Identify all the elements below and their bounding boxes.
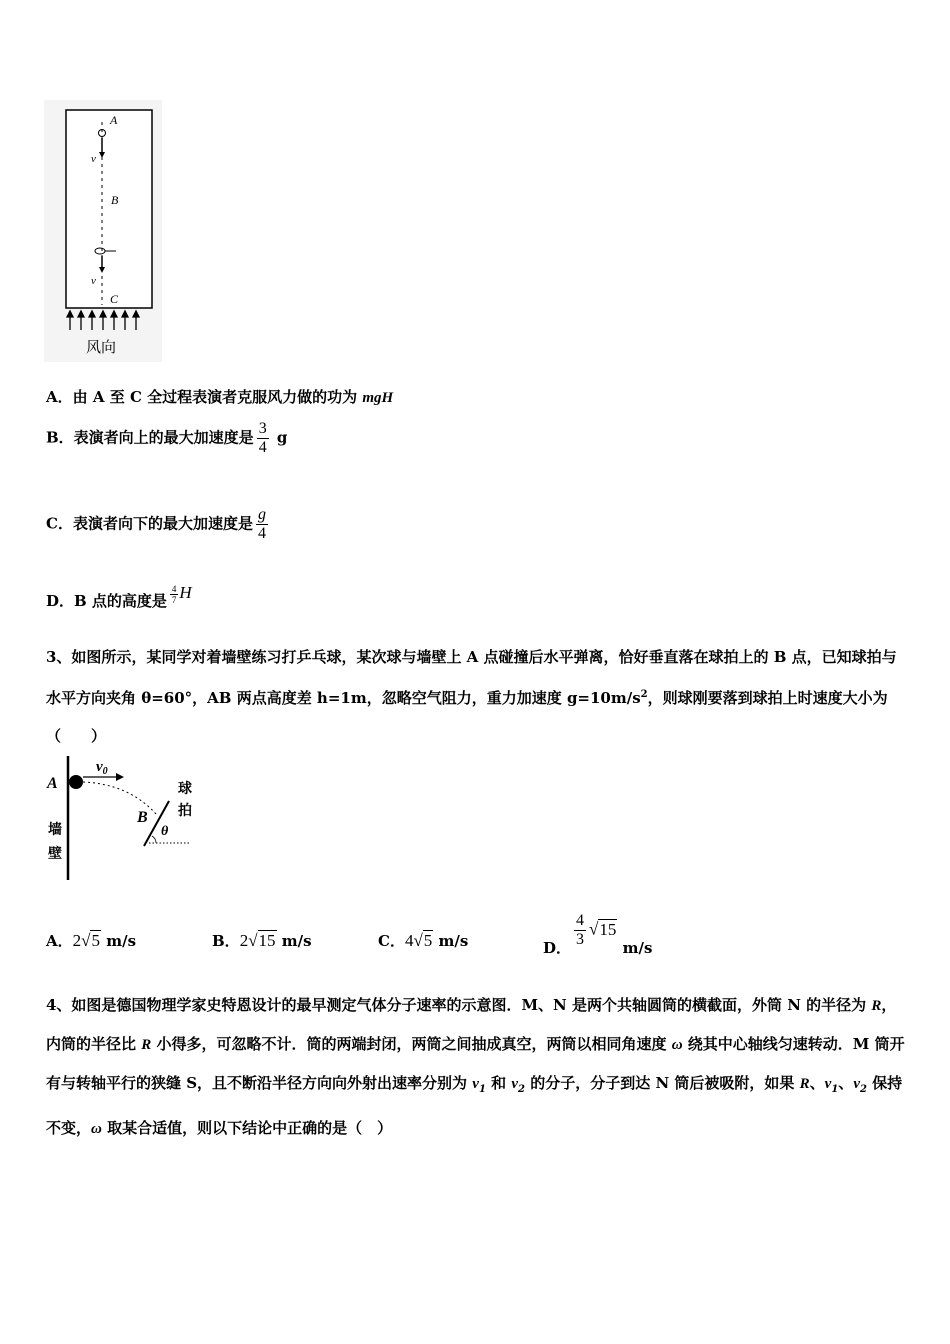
q4-var-v1-sub: 1 [478,1084,486,1095]
q4-var-omega-1: ω [671,1037,683,1053]
q3-option-c-unit: m/s [438,932,469,950]
q4-stem [46,986,908,1148]
q3-option-d-sqrt: √15 [589,919,617,939]
q2-option-d-fraction [170,584,179,605]
fig2-label-racket-2: 拍 [178,803,192,819]
fig2-label-theta: θ [161,824,169,839]
q4-var-r-3: R [799,1076,810,1092]
q4-var-v1-b: v [824,1076,832,1092]
q2-option-a [46,386,393,407]
q4-text-8: 、 [838,1074,854,1092]
fig1-caption: 风向 [86,338,117,356]
q4-text-10: 取某合适值，则以下结论中正确的是（ ） [101,1119,393,1137]
q3-option-d-den: 3 [576,931,585,948]
q2-option-b [46,420,287,457]
fig2-label-b: B [137,809,148,826]
q2-option-d-text: D．B 点的高度是 [46,592,167,610]
fig1-label-v-upper: v [91,153,96,165]
q2-option-b-num: 3 [258,420,267,437]
q3-option-a-unit: m/s [106,932,137,950]
q3-option-c-expr: 4√5 [404,931,433,950]
q2-option-c-text: C．表演者向下的最大加速度是 [46,514,253,533]
q3-stem-part1: 3、如图所示，某同学对着墙壁练习打乒乓球，某次球与墙壁上 A 点碰撞后水平弹离，恰好垂直落在球拍上的 B 点，已知球拍与水平方向夹角 θ=60°，AB 两点高度差 h=1m，忽略空气阻力，重力加速度 g=10m/s [46,648,897,707]
q3-option-d-num: 4 [576,912,585,929]
q4-text-1: 4、如图是德国物理学家史特恩设计的最早测定气体分子速率的示意图．M、N 是两个共轴圆筒的横截面，外筒 N 的半径为 [46,996,872,1014]
q2-option-b-fraction [257,420,269,457]
q4-var-r-2: R [141,1037,152,1053]
q3-stem [46,638,908,755]
q2-option-d [46,583,192,613]
q3-option-a-expr: 2√5 [72,931,100,950]
q3-option-d [543,912,653,957]
q3-option-b-label: B． [212,932,240,950]
q3-option-d-fraction [574,912,586,949]
q3-option-a-label: A． [46,932,73,950]
q3-option-c [378,930,468,951]
q4-text-7: 、 [809,1074,825,1092]
q4-var-v2-b-sub: 2 [859,1084,867,1095]
fig2-label-v-sub: 0 [102,766,108,777]
q4-var-r-1: R [871,998,882,1014]
fig1-label-b: B [111,193,119,207]
fig2-label-wall-2: 壁 [48,846,62,862]
q3-option-b-expr: 2√15 [239,931,276,950]
q2-option-b-text: B．表演者向上的最大加速度是 [46,428,254,447]
q2-option-d-num: 4 [171,583,177,594]
fig1-label-a: A [110,113,118,127]
fig2-label-v0 [96,759,108,777]
q4-text-3: 小得多，可忽略不计．筒的两端封闭，两筒之间抽成真空，两筒以相同角速度 [151,1035,672,1053]
q3-option-a [46,930,136,951]
fig2-label-racket-1: 球 [178,781,192,797]
q3-option-c-rad: 5 [423,931,433,950]
q3-option-c-coef: 4 [404,931,414,950]
fig1-label-c: C [110,292,119,306]
q3-option-b [212,930,312,951]
q3-option-b-unit: m/s [281,932,312,950]
q3-stem-sup: 2 [640,689,648,700]
q4-var-omega-2: ω [91,1121,102,1137]
q2-option-b-den: 4 [258,439,267,456]
q4-var-v1-b-sub: 1 [831,1084,839,1095]
q2-option-c [46,506,271,543]
q2-option-d-den: 7 [171,594,177,605]
q4-var-v2: v [511,1076,519,1092]
q4-text-5: 和 [485,1074,512,1092]
q2-option-d-suffix: H [179,583,192,602]
q2-option-a-text: A．由 A 至 C 全过程表演者克服风力做的功为 [46,388,363,406]
q4-text-9: 保持不变， [46,1074,903,1137]
q3-option-d-unit: m/s [622,938,653,957]
fig1-label-v-lower: v [91,275,96,287]
q2-option-a-value: mgH [362,390,394,406]
q4-var-v1: v [472,1076,479,1092]
q3-option-b-rad: 15 [258,931,276,950]
q3-option-d-label: D． [543,938,572,957]
fig2-label-a: A [47,775,58,792]
q3-option-d-rad: 15 [599,919,617,939]
q3-option-c-label: C． [378,932,405,950]
q4-text-2: ，内筒的半径比 [46,996,897,1053]
q3-option-b-coef: 2 [239,931,249,950]
q2-option-c-num: g [257,506,266,523]
q2-option-b-suffix: g [271,428,288,447]
q3-option-a-coef: 2 [72,931,82,950]
q4-text-6: 的分子，分子到达 N 筒后被吸附，如果 [525,1074,800,1092]
fig2-label-v: v [96,759,103,775]
fig2-label-wall-1: 墙 [48,822,62,838]
q2-option-c-den: 4 [257,525,266,542]
q3-stem-part2: ，则球刚要落到球拍上时速度大小为（ ） [46,689,888,745]
wind-tunnel-figure [44,100,162,362]
q4-var-v2-b: v [853,1076,860,1092]
q4-var-v2-sub: 2 [518,1084,526,1095]
q2-option-c-fraction [256,506,268,543]
q4-text-4: 绕其中心轴线匀速转动．M 筒开有与转轴平行的狭缝 S，且不断沿半径方向向外射出速率分别为 [46,1035,905,1092]
wall-racket-figure [44,756,204,882]
q3-option-a-rad: 5 [91,931,100,950]
